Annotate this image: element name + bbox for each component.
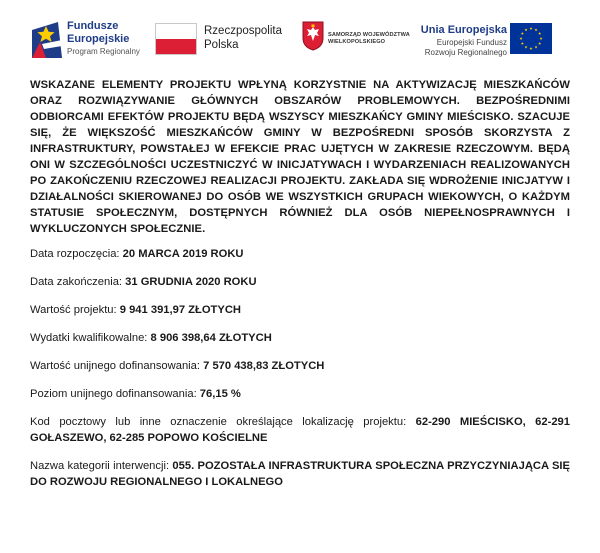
- project-description: WSKAZANE ELEMENTY PROJEKTU WPŁYNĄ KORZYSTNIE NA AKTYWIZACJĘ MIESZKAŃCÓW ORAZ ROZWIĄZYWANIE GŁÓWNYCH OBSZARÓW PROBLEMOWYCH. BEZPOŚREDNIMI ODBIORCAMI EFEKTÓW PROJEKTU BĘDĄ WSZYSCY MIESZKAŃCY GMINY MIEŚCISKO. SZACUJE SIĘ, ŻE WIĘKSZOŚĆ MIESZKAŃCÓW GMINY W BEZPOŚREDNI SPOSÓB SKORZYSTA Z INFRASTRUKTURY, POWSTAŁEJ W EFEKCIE PRAC UJĘTYCH W ZAKRESIE RZECZOWYM. BĘDĄ ONI W SZCZEGÓLNOŚCI UCZESTNICZYĆ W INICJATYWACH I WYDARZENIACH REALIZOWANYCH PO ZAKOŃCZENIU RZECZOWEJ REALIZACJI PROJEKTU. ZAKŁADA SIĘ WDROŻENIE INICJATYW I DZIAŁALNOŚCI SKIEROWANEJ DO OSÓB WE WSZYSTKICH GRUPACH WIEKOWYCH, O KAŻDYM STATUSIE SPOŁECZNYM, DOSTĘPNYCH RÓWNIEŻ DLA OSÓB NIEPEŁNOSPRAWNYCH I WYKLUCZONYCH SPOŁECZNIE.: [30, 79, 570, 235]
- region-line2: WIELKOPOLSKIEGO: [328, 39, 386, 45]
- field-label: Nazwa kategorii interwencji:: [30, 460, 170, 472]
- field-eligible-expenses: [30, 330, 570, 346]
- logo-strip: [0, 0, 600, 68]
- eu-logo: [420, 0, 580, 68]
- field-value: 055. POZOSTAŁA INFRASTRUKTURA SPOŁECZNA PRZYCZYNIAJĄCA SIĘ DO ROZWOJU REGIONALNEGO I LOKALNEGO: [30, 460, 570, 488]
- funds-logo: [30, 0, 150, 68]
- project-fields: [30, 246, 570, 490]
- field-label: Kod pocztowy lub inne oznaczenie określające lokalizację projektu:: [30, 416, 407, 428]
- field-label: Wartość unijnego dofinansowania:: [30, 360, 200, 372]
- republic-line1: Rzeczpospolita: [204, 25, 282, 37]
- field-eu-funding-level: [30, 386, 570, 402]
- region-line1: SAMORZĄD WOJEWÓDZTWA: [328, 32, 410, 38]
- field-value: 7 570 438,83 ZŁOTYCH: [203, 360, 325, 372]
- eu-line2: Europejski Fundusz: [436, 38, 507, 47]
- project-info: [30, 77, 570, 490]
- eu-line1: Unia Europejska: [420, 24, 507, 36]
- field-value: 8 906 398,64 ZŁOTYCH: [150, 332, 272, 344]
- field-project-value: [30, 302, 570, 318]
- polish-flag-icon: [156, 24, 196, 54]
- field-label: Wartość projektu:: [30, 304, 117, 316]
- republic-logo: [152, 0, 302, 68]
- field-location: [30, 414, 570, 446]
- field-label: Poziom unijnego dofinansowania:: [30, 388, 197, 400]
- field-value: 62-290 MIEŚCISKO, 62-291 GOŁASZEWO, 62-285 POPOWO KOŚCIELNE: [30, 416, 571, 444]
- region-logo: [300, 0, 420, 68]
- funds-line2: Europejskie: [67, 33, 130, 45]
- eu-line3: Rozwoju Regionalnego: [424, 48, 507, 57]
- field-end-date: [30, 274, 570, 290]
- republic-line2: Polska: [204, 39, 239, 51]
- field-start-date: [30, 246, 570, 262]
- field-label: Data rozpoczęcia:: [30, 248, 120, 260]
- eagle-shield-icon: [302, 21, 324, 51]
- funds-line3: Program Regionalny: [67, 47, 140, 56]
- field-value: 76,15 %: [199, 388, 241, 400]
- field-label: Wydatki kwalifikowalne:: [30, 332, 148, 344]
- funds-line1: Fundusze: [67, 20, 119, 32]
- eu-flag-icon: [510, 23, 552, 54]
- field-eu-funding: [30, 358, 570, 374]
- funds-star-icon: [32, 22, 62, 58]
- field-intervention-category: [30, 458, 570, 490]
- field-value: 9 941 391,97 ZŁOTYCH: [119, 304, 242, 316]
- field-label: Data zakończenia:: [30, 276, 123, 288]
- field-value: 20 MARCA 2019 ROKU: [122, 248, 244, 260]
- field-value: 31 GRUDNIA 2020 ROKU: [125, 276, 257, 288]
